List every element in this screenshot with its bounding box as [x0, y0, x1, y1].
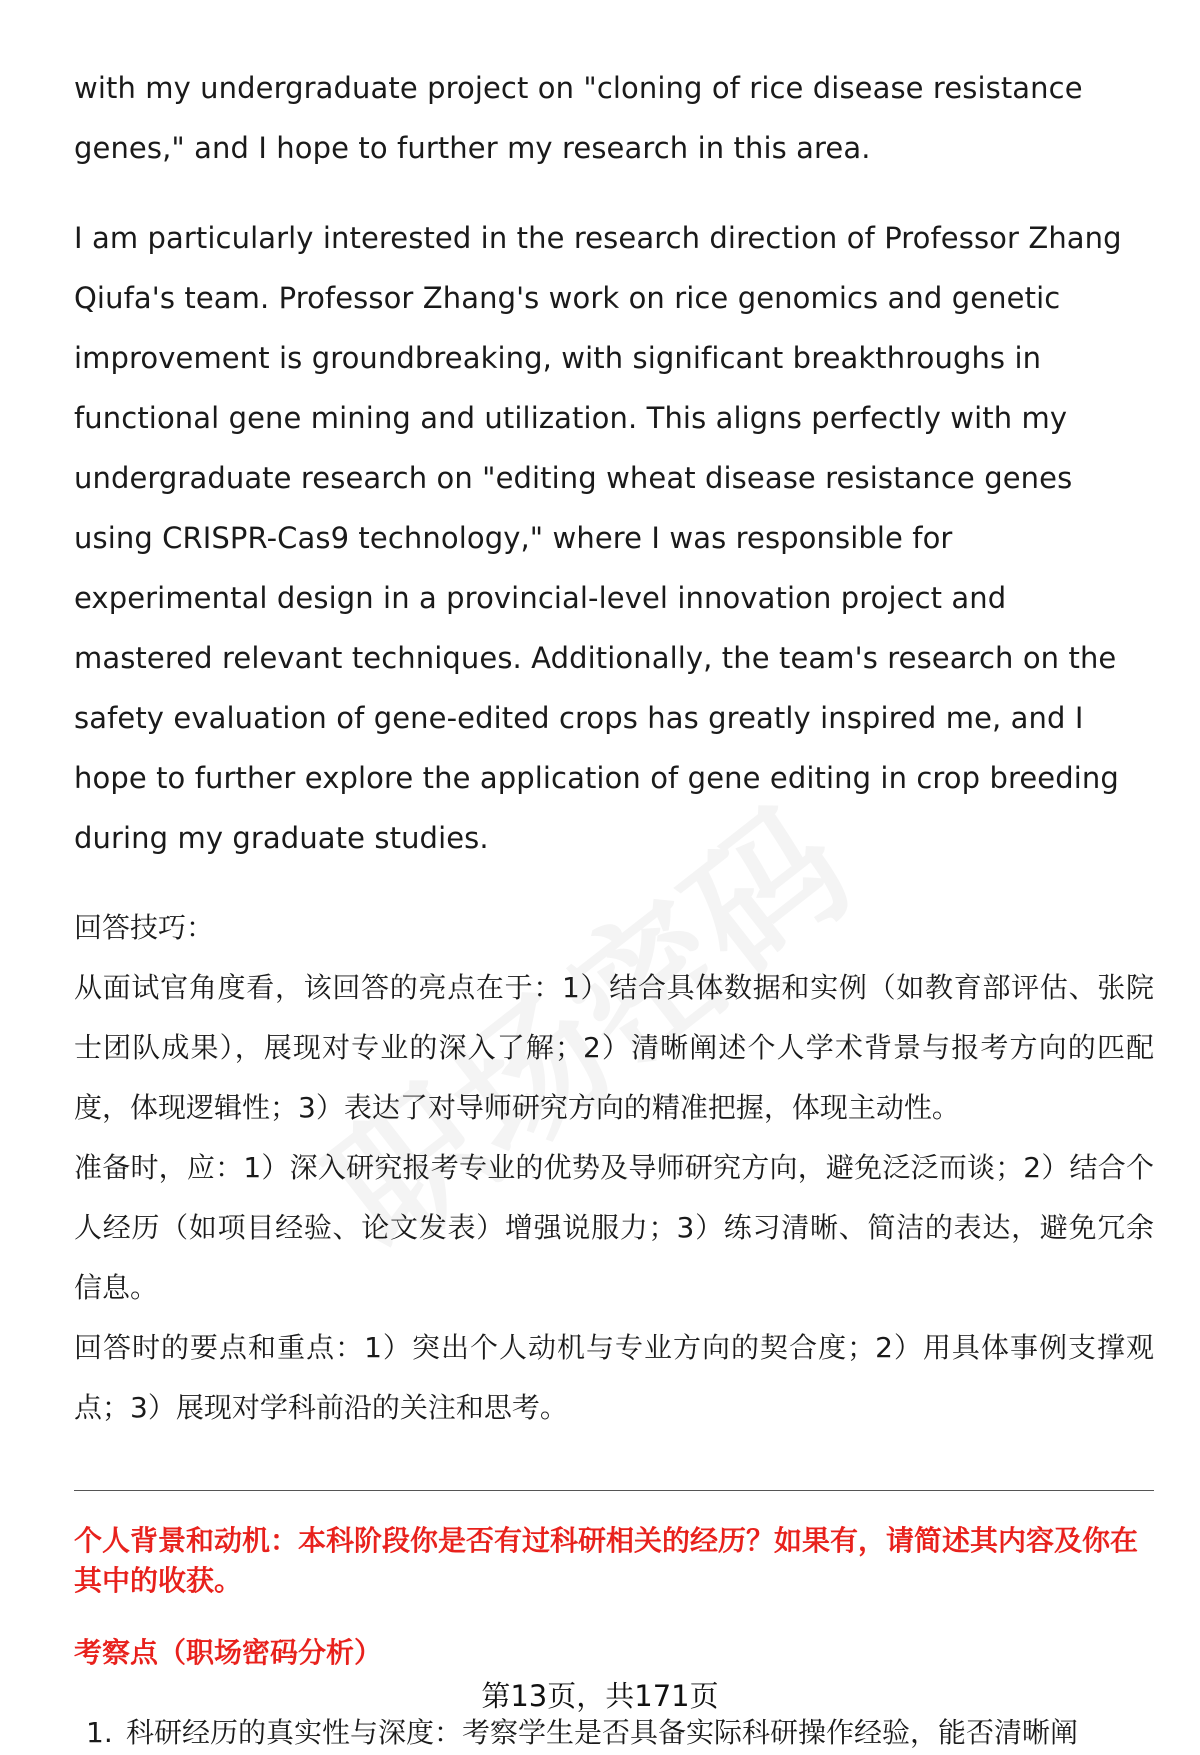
- tips-highlights: 从面试官角度看，该回答的亮点在于：1）结合具体数据和实例（如教育部评估、张院士团队成果），展现对专业的深入了解；2）清晰阐述个人学术背景与报考方向的匹配度，体现逻辑性；3）表达了对导师研究方向的精准把握，体现主动性。: [74, 971, 1154, 1124]
- page-footer: 第13页，共171页: [481, 1679, 719, 1713]
- tips-title: 回答技巧：: [74, 911, 215, 944]
- tips-key-points: 回答时的要点和重点：1）突出个人动机与专业方向的契合度；2）用具体事例支撑观点；3）展现对学科前沿的关注和思考。: [74, 1331, 1154, 1424]
- section-divider: [74, 1490, 1154, 1491]
- document-page: [74, 58, 1154, 1753]
- question-heading: 个人背景和动机：本科阶段你是否有过科研相关的经历？如果有，请简述其内容及你在其中的收获。: [74, 1524, 1139, 1597]
- list-item: [74, 1713, 1154, 1753]
- answer-paragraph-2: I am particularly interested in the research direction of Professor Zhang Qiufa's team. Professor Zhang's work on rice genomics and genetic improvement is groundbreaking, with significant breakthroughs in functional gene mining and utilization. This aligns perfectly with my undergraduate research on "editing wheat disease resistance genes using CRISPR-Cas9 technology," where I was responsible for experimental design in a provincial-level innovation project and mastered relevant techniques. Additionally, the team's research on the safety evaluation of gene-edited crops has greatly inspired me, and I hope to further explore the application of gene editing in crop breeding during my graduate studies.: [74, 221, 1122, 855]
- assessment-heading: 考察点（职场密码分析）: [74, 1636, 383, 1669]
- answer-paragraph-1: with my undergraduate project on "cloning of rice disease resistance genes," and I hope to further my research in this area.: [74, 71, 1083, 165]
- assessment-list: [74, 1713, 1154, 1753]
- list-item-text: 科研经历的真实性与深度：考察学生是否具备实际科研操作经验，能否清晰阐: [126, 1716, 1079, 1749]
- list-item-number: 1.: [86, 1716, 113, 1749]
- tips-preparation: 准备时，应：1）深入研究报考专业的优势及导师研究方向，避免泛泛而谈；2）结合个人经历（如项目经验、论文发表）增强说服力；3）练习清晰、简洁的表达，避免冗余信息。: [74, 1151, 1154, 1304]
